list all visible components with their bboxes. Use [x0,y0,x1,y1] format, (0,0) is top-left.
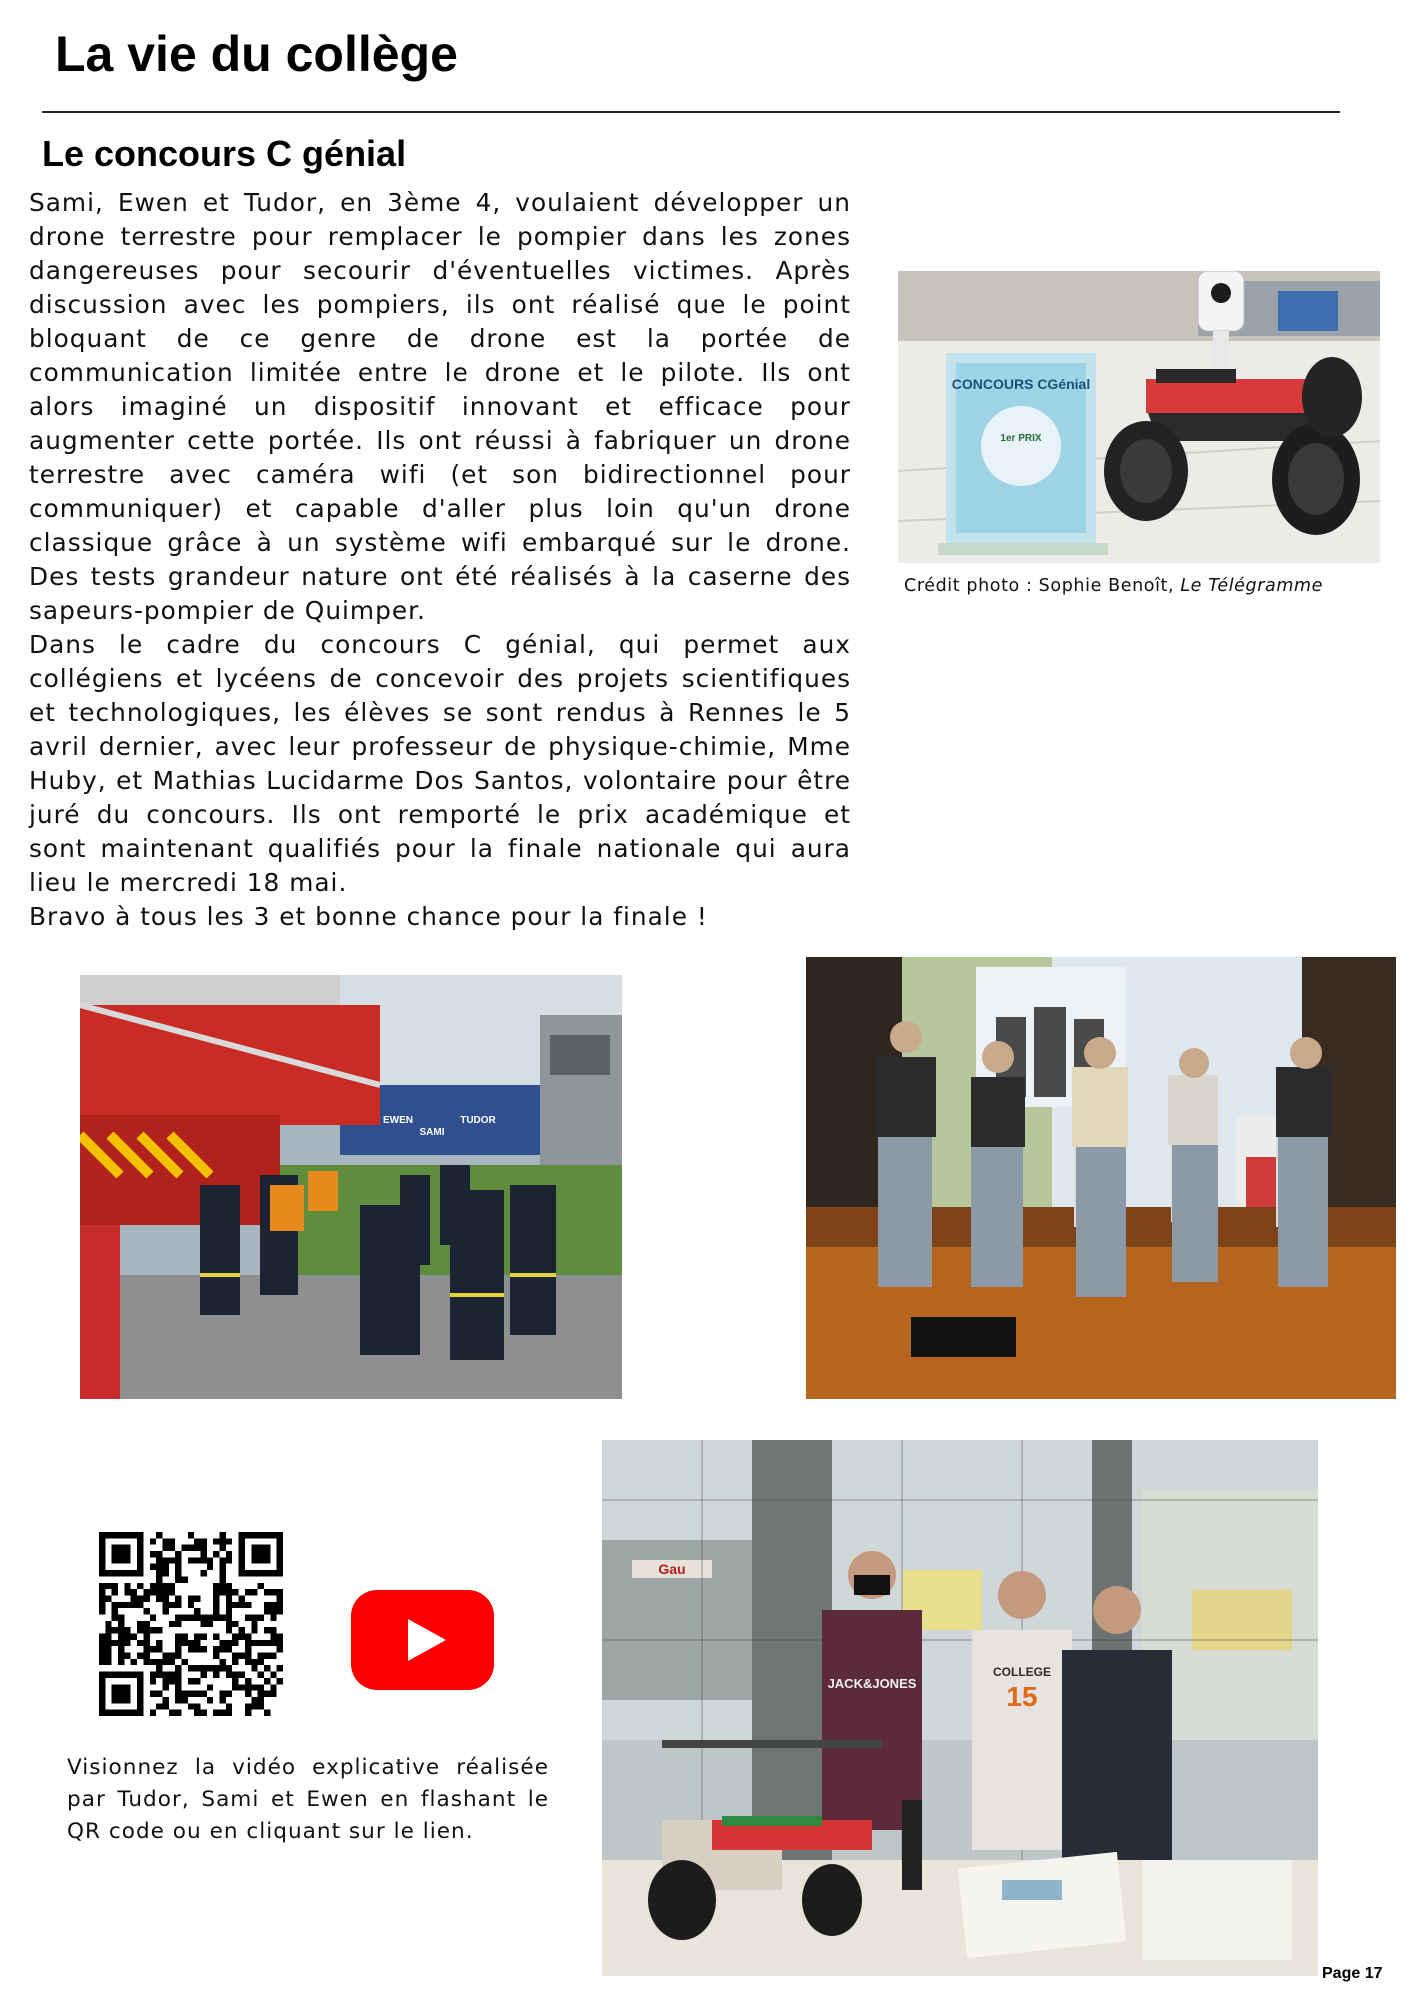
video-caption: Visionnez la vidéo explicative réalisée par Tudor, Sami et Ewen en flashant le QR code ou en cliquant sur le lien. [67,1755,549,1844]
shirt-text-jack-jones: JACK&JONES [827,1676,917,1691]
article-paragraph-3: Bravo à tous les 3 et bonne chance pour la finale ! [29,902,708,931]
award-ceremony-photo [806,957,1396,1399]
qr-code-graphic [99,1532,283,1716]
article-paragraph-1: Sami, Ewen et Tudor, en 3ème 4, voulaient développer un drone terrestre pour remplacer le pompier dans les zones dangereuses pour secourir d'éventuelles victimes. Après discussion avec les pompiers, ils ont réalisé que le point bloquant de ce genre de drone est la portée de communication limitée entre le drone et le pilote. Ils ont alors imaginé un dispositif innovant et efficace pour augmenter cette portée. Ils ont réussi à fabriquer un drone terrestre avec caméra wifi (et son bidirectionnel pour communiquer) et capable d'aller plus loin qu'un drone classique grâce à un système wifi embarqué sur le drone. Des tests grandeur nature ont été réalisés à la caserne des sapeurs-pompier de Quimper. [29,188,851,625]
shirt-text-number: 15 [1006,1681,1038,1712]
shirt-text-college: COLLEGE [992,1665,1052,1679]
firefighters-test-photo [80,975,622,1399]
article-body [29,186,851,934]
store-sign-text: Gau [658,1561,686,1577]
page-title: La vie du collège [55,26,458,82]
plaque-brand-text: CONCOURS CGénial [951,376,1091,392]
project-stand-photo [602,1440,1318,1976]
youtube-icon[interactable] [351,1590,494,1690]
photo-credit-prefix: Crédit photo : Sophie Benoît, [904,576,1181,596]
title-divider [42,111,1340,113]
page-number: Page 17 [1322,1965,1383,1982]
name-label-ewen: EWEN [383,1115,413,1126]
photo-credit [904,574,1394,598]
article-paragraph-2: Dans le cadre du concours C génial, qui permet aux collégiens et lycéens de concevoir des projets scientifiques et technologiques, les élèves se sont rendus à Rennes le 5 avril dernier, avec leur professeur de physique-chimie, Mme Huby, et Mathias Lucidarme Dos Santos, volontaire pour être juré du concours. Ils ont remporté le prix académique et sont maintenant qualifiés pour la finale nationale qui aura lieu le mercredi 18 mai. [29,630,851,897]
name-label-tudor: TUDOR [460,1115,496,1126]
photo-credit-source: Le Télégramme [1180,576,1324,596]
qr-code[interactable] [99,1532,283,1716]
name-label-sami: SAMI [419,1127,445,1138]
plaque-prize-text: 1er PRIX [1000,433,1042,444]
article-heading: Le concours C génial [42,133,407,174]
drone-trophy-photo [898,271,1380,563]
